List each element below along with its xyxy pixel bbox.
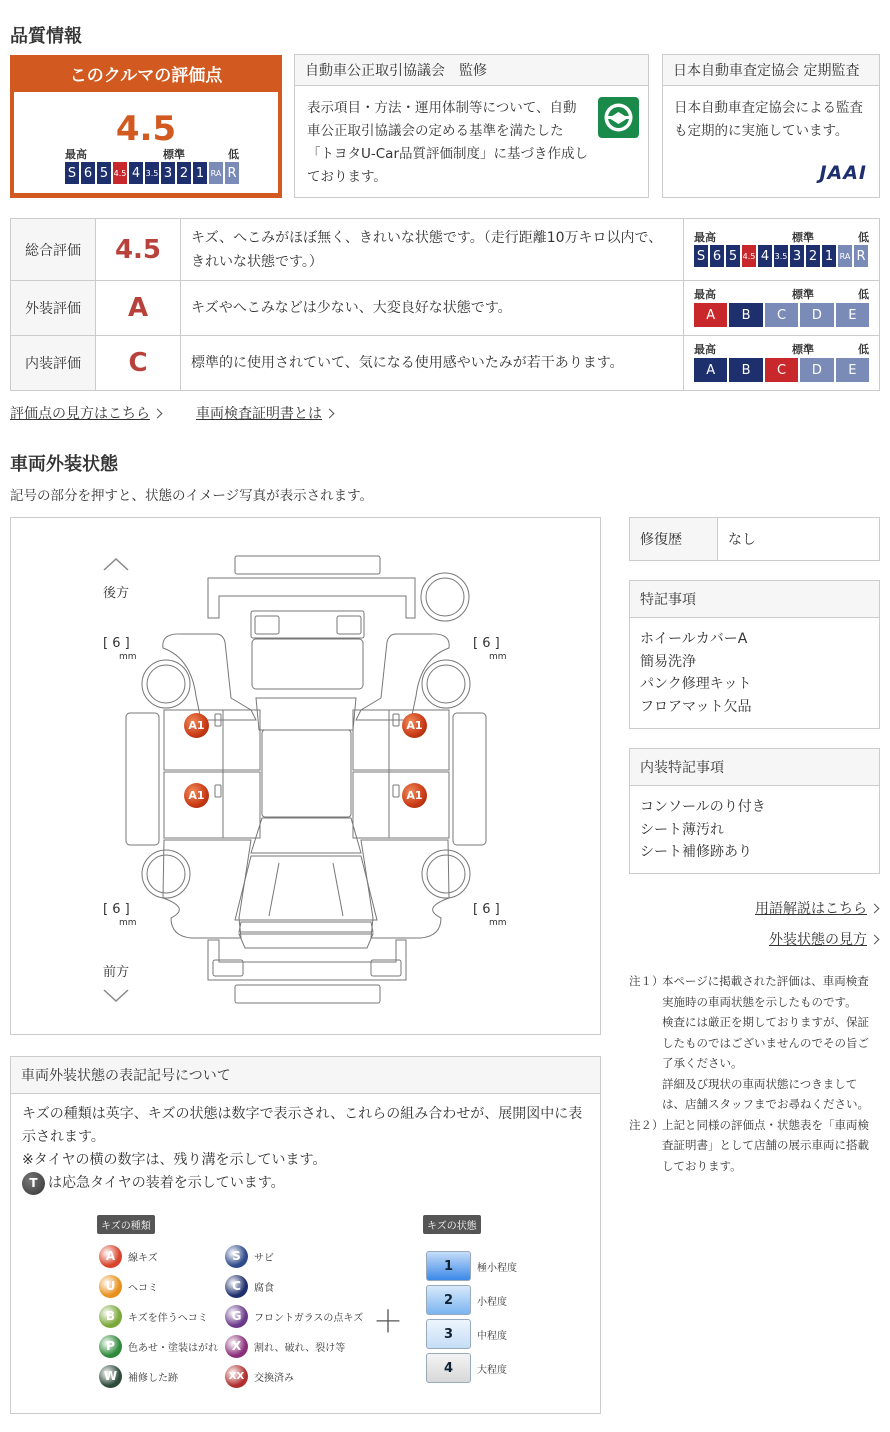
- damage-badge-front-left-door[interactable]: A1: [184, 783, 209, 808]
- note-line: したものではございませんのでその旨ご: [662, 1035, 869, 1050]
- damage-state-label: 大程度: [477, 1364, 507, 1376]
- scale-cell: R: [854, 245, 868, 267]
- terms-link[interactable]: [755, 898, 878, 918]
- eval-desc: キズやへこみなどは少ない、大変良好な状態です。: [181, 281, 684, 336]
- score-card-title: このクルマの評価点: [69, 65, 223, 86]
- scale-label-std: 標準: [792, 288, 814, 301]
- tire-depth-front-right: [ 6 ]: [473, 902, 500, 917]
- note2-text: [662, 1115, 869, 1177]
- scale-cell: 6: [710, 245, 724, 267]
- damage-types-col2: [225, 1241, 363, 1391]
- scale-label-low: 低: [858, 231, 869, 244]
- scale-cell: S: [65, 162, 79, 184]
- scale-cell: 3.5: [774, 245, 788, 267]
- damage-state-level: 4: [426, 1353, 471, 1383]
- damage-state-label: 小程度: [477, 1296, 507, 1308]
- eval-abc-scale: [694, 358, 869, 382]
- damage-type-label: 補修した跡: [128, 1372, 178, 1384]
- jaaa-text: 表示項目・方法・運用体制等について、自動車公正取引協議会の定める基準を満たした「トヨタU-Car品質評価制度」に基づき作成しております。: [307, 100, 589, 185]
- note-line: 検査には厳正を期しておりますが、保証: [662, 1015, 869, 1029]
- chevron-right-icon: [870, 935, 880, 945]
- tire-unit: mm: [489, 918, 507, 928]
- damage-state-row: [426, 1283, 517, 1317]
- legend-line: は応急タイヤの装着を示しています。: [48, 1175, 285, 1191]
- section-title-exterior: 車両外装状態: [10, 454, 118, 475]
- special-notes-list: [630, 618, 879, 718]
- eval-abc-scale: [694, 303, 869, 327]
- tire-depth-rear-right: [ 6 ]: [473, 636, 500, 651]
- scale-cell: RA: [838, 245, 852, 267]
- interior-notes-box: [629, 748, 880, 874]
- scale-cell: 3: [161, 162, 175, 184]
- spare-tire-icon: T: [22, 1172, 45, 1195]
- interior-notes-list: [630, 786, 879, 864]
- abc-cell: B: [729, 303, 762, 327]
- howto-link[interactable]: [10, 403, 161, 423]
- damage-type-icon: XX: [225, 1365, 248, 1388]
- abc-cell: E: [836, 358, 869, 382]
- eval-row-exterior: [11, 281, 880, 336]
- legend-header: 車両外装状態の表記記号について: [11, 1057, 600, 1094]
- note-line: 査証明書」として店舗の展示車両に搭載: [662, 1138, 869, 1152]
- fair-trade-logo-icon: [598, 97, 639, 138]
- plus-icon: ＋: [373, 1305, 403, 1340]
- jaaa-box: [294, 54, 649, 198]
- scale-cell: S: [694, 245, 708, 267]
- damage-badge-rear-right-door[interactable]: A1: [402, 713, 427, 738]
- damage-type-row: [225, 1301, 363, 1331]
- scale-label-std: 標準: [163, 148, 185, 161]
- damage-state-title: キズの状態: [423, 1215, 481, 1234]
- exterior-guide-link[interactable]: [769, 929, 878, 949]
- abc-cell: C: [765, 358, 798, 382]
- scale-cell: 3.5: [145, 162, 159, 184]
- damage-type-label: キズを伴うヘコミ: [128, 1312, 208, 1324]
- scale-label-high: 最高: [694, 343, 716, 356]
- damage-type-icon: S: [225, 1245, 248, 1268]
- exterior-guide-link-text[interactable]: 外装状態の見方: [769, 932, 867, 948]
- repair-history-box: [629, 517, 880, 561]
- damage-type-row: [99, 1301, 218, 1331]
- terms-link-text[interactable]: 用語解説はこちら: [755, 901, 867, 917]
- damage-type-label: 交換済み: [254, 1372, 294, 1384]
- damage-types-title: キズの種類: [97, 1215, 155, 1234]
- scale-cell: 1: [822, 245, 836, 267]
- damage-type-icon: G: [225, 1305, 248, 1328]
- jaai-text: 日本自動車査定協会による監査も定期的に実施しています。: [674, 100, 863, 139]
- repair-history-value: なし: [728, 532, 756, 548]
- abc-cell: A: [694, 358, 727, 382]
- legend-box: [10, 1056, 601, 1414]
- abc-cell: E: [836, 303, 869, 327]
- scale-label-high: 最高: [694, 231, 716, 244]
- eval-num-scale: [694, 245, 869, 267]
- car-outline-diagram: [11, 518, 602, 1036]
- jaai-box: [662, 54, 880, 198]
- scale-cell: RA: [209, 162, 223, 184]
- eval-label: 総合評価: [11, 219, 96, 281]
- front-label: 前方: [103, 965, 130, 980]
- scale-label-std: 標準: [792, 231, 814, 244]
- eval-desc: 標準的に使用されていて、気になる使用感やいたみが若干あります。: [181, 336, 684, 391]
- eval-label: 内装評価: [11, 336, 96, 391]
- jaaa-header: 自動車公正取引協議会 監修: [295, 55, 648, 86]
- list-item: コンソールのり付き: [640, 799, 766, 815]
- abc-cell: C: [765, 303, 798, 327]
- note-line: 詳細及び現状の車両状態につきまして: [662, 1076, 858, 1091]
- cert-link-text[interactable]: 車両検査証明書とは: [196, 406, 322, 422]
- scale-cell: 4: [129, 162, 143, 184]
- eval-scale-cell: [684, 281, 880, 336]
- eval-grade: A: [96, 281, 181, 336]
- score-scale: [65, 162, 239, 184]
- eval-grade: C: [96, 336, 181, 391]
- howto-link-text[interactable]: 評価点の見方はこちら: [10, 406, 150, 422]
- eval-scale-cell: [684, 219, 880, 281]
- scale-cell: 5: [97, 162, 111, 184]
- score-value: 4.5: [115, 109, 177, 149]
- rear-label: 後方: [103, 586, 130, 601]
- scale-cell: 2: [177, 162, 191, 184]
- note-line: 本ページに掲載された評価は、車両検査: [662, 974, 869, 988]
- damage-types-col1: [99, 1241, 218, 1391]
- scale-label-high: 最高: [694, 288, 716, 301]
- damage-type-label: 割れ、破れ、裂け等: [254, 1342, 346, 1354]
- score-card: [10, 55, 282, 198]
- damage-type-icon: B: [99, 1305, 122, 1328]
- eval-label: 外装評価: [11, 281, 96, 336]
- list-item: シート薄汚れ: [640, 821, 724, 838]
- note-line: 了承ください。: [662, 1056, 743, 1070]
- damage-state-row: [426, 1317, 517, 1351]
- evaluation-table: [10, 218, 880, 391]
- damage-state-row: [426, 1351, 517, 1385]
- damage-state-level: 3: [426, 1319, 471, 1349]
- jaai-logo: JAAI: [819, 162, 867, 184]
- damage-type-label: 線キズ: [128, 1252, 158, 1264]
- scale-label-high: 最高: [65, 148, 87, 161]
- abc-cell: B: [729, 358, 762, 382]
- tire-depth-rear-left: [ 6 ]: [103, 636, 130, 651]
- list-item: ホイールカバーA: [640, 631, 748, 647]
- scale-cell: 3: [790, 245, 804, 267]
- repair-history-label: 修復歴: [630, 518, 718, 560]
- damage-type-row: [225, 1331, 363, 1361]
- scale-cell: 2: [806, 245, 820, 267]
- damage-states: [426, 1249, 517, 1385]
- interior-notes-header: 内装特記事項: [630, 749, 879, 786]
- scale-label-low: 低: [858, 343, 869, 356]
- damage-type-row: [225, 1361, 363, 1391]
- chevron-right-icon: [325, 409, 335, 419]
- note2-label: 注２）: [629, 1117, 664, 1132]
- scale-cell: 6: [81, 162, 95, 184]
- section-title-quality: 品質情報: [10, 26, 82, 47]
- tire-unit: mm: [119, 652, 137, 662]
- damage-type-icon: U: [99, 1275, 122, 1298]
- damage-type-row: [99, 1331, 218, 1361]
- abc-cell: A: [694, 303, 727, 327]
- damage-type-label: 色あせ・塗装はがれ: [128, 1342, 218, 1354]
- damage-type-icon: W: [99, 1365, 122, 1388]
- damage-type-label: サビ: [254, 1252, 274, 1264]
- notes: [629, 971, 880, 1176]
- damage-type-label: 腐食: [254, 1282, 274, 1294]
- note-line: 実施時の車両状態を示したものです。: [662, 994, 857, 1009]
- scale-cell: 4: [758, 245, 772, 267]
- cert-link[interactable]: [196, 403, 333, 423]
- list-item: シート補修跡あり: [640, 844, 752, 860]
- tire-unit: mm: [489, 652, 507, 662]
- damage-type-row: [99, 1361, 218, 1391]
- damage-type-row: [225, 1271, 363, 1301]
- list-item: フロアマット欠品: [640, 698, 752, 715]
- scale-cell: 4.5: [742, 245, 756, 267]
- note-line: しております。: [662, 1158, 742, 1173]
- scale-label-std: 標準: [792, 343, 814, 356]
- list-item: パンク修理キット: [640, 676, 752, 692]
- eval-row-interior: [11, 336, 880, 391]
- damage-type-label: ヘコミ: [128, 1282, 158, 1294]
- damage-type-icon: C: [225, 1275, 248, 1298]
- list-item: 簡易洗浄: [640, 653, 696, 670]
- note-line: は、店舗スタッフまでお尋ねください。: [662, 1097, 869, 1111]
- abc-cell: D: [800, 358, 833, 382]
- damage-type-row: [225, 1241, 363, 1271]
- scale-cell: 1: [193, 162, 207, 184]
- damage-badge-rear-left-door[interactable]: A1: [184, 713, 209, 738]
- note1-label: 注１）: [629, 974, 664, 988]
- chevron-right-icon: [870, 904, 880, 914]
- eval-scale-cell: [684, 336, 880, 391]
- special-notes-header: 特記事項: [630, 581, 879, 618]
- damage-state-row: [426, 1249, 517, 1283]
- scale-label-low: 低: [858, 288, 869, 301]
- tire-unit: mm: [119, 918, 137, 928]
- damage-type-row: [99, 1241, 218, 1271]
- scale-cell: 5: [726, 245, 740, 267]
- tire-depth-front-left: [ 6 ]: [103, 902, 130, 917]
- section-subtitle: 記号の部分を押すと、状態のイメージ写真が表示されます。: [10, 488, 374, 504]
- damage-type-icon: P: [99, 1335, 122, 1358]
- eval-row-overall: [11, 219, 880, 281]
- damage-state-level: 2: [426, 1285, 471, 1315]
- damage-type-icon: X: [225, 1335, 248, 1358]
- scale-cell: R: [225, 162, 239, 184]
- car-diagram-box: [10, 517, 601, 1035]
- damage-badge-front-right-door[interactable]: A1: [402, 783, 427, 808]
- damage-state-level: 1: [426, 1251, 471, 1281]
- eval-grade: 4.5: [96, 219, 181, 281]
- damage-state-label: 極小程度: [477, 1262, 517, 1274]
- damage-type-row: [99, 1271, 218, 1301]
- damage-type-icon: A: [99, 1245, 122, 1268]
- legend-line: ※タイヤの横の数字は、残り溝を示しています。: [22, 1152, 327, 1168]
- eval-desc: キズ、へこみがほぼ無く、きれいな状態です。（走行距離10万キロ以内で、きれいな状態です。）: [181, 219, 684, 281]
- chevron-right-icon: [153, 409, 163, 419]
- legend-line: キズの種類は英字、キズの状態は数字で表示され、これらの組み合わせが、展開図中に表示されます。: [22, 1106, 583, 1145]
- note1-text: [662, 971, 869, 1115]
- special-notes-box: [629, 580, 880, 729]
- note-line: 上記と同様の評価点・状態表を「車両検: [662, 1117, 869, 1132]
- scale-label-low: 低: [228, 148, 239, 161]
- scale-cell: 4.5: [113, 162, 127, 184]
- jaai-header: 日本自動車査定協会 定期監査: [663, 55, 879, 86]
- damage-state-label: 中程度: [477, 1330, 507, 1342]
- damage-type-label: フロントガラスの点キズ: [254, 1312, 364, 1324]
- abc-cell: D: [800, 303, 833, 327]
